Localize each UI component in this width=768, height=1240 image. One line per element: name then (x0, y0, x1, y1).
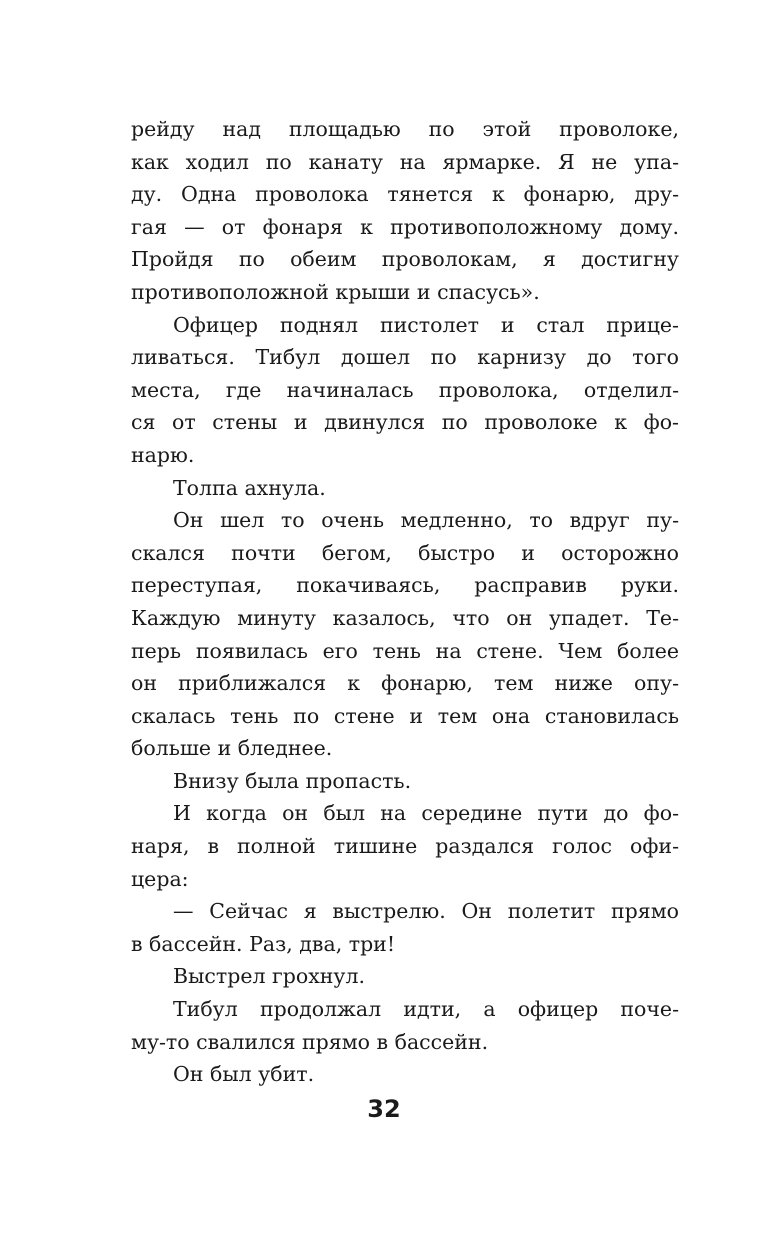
text-line: Толпа ахнула. (173, 475, 326, 500)
text-line: скался почти бегом, быстро и осторожно (131, 540, 679, 565)
text-line: му-то свалился прямо в бассейн. (131, 1029, 489, 1054)
text-line: он приближался к фонарю, тем ниже опу- (131, 671, 679, 696)
text-line: Офицер поднял пистолет и стал прице- (173, 312, 679, 337)
text-line: Выстрел грохнул. (173, 964, 366, 989)
text-line: Тибул продолжал идти, а офицер поче- (173, 997, 679, 1022)
text-line: Внизу была пропасть. (173, 768, 412, 793)
text-line: нарю. (131, 442, 195, 467)
text-line: скалась тень по стене и тем она становилась (131, 703, 679, 728)
text-line: И когда он был на середине пути до фо- (173, 801, 679, 826)
text-line: рейду над площадью по этой проволоке, (131, 117, 679, 141)
page-body-text (131, 113, 679, 1091)
text-line: противоположной крыши и спасусь». (131, 279, 540, 304)
text-line: — Сейчас я выстрелю. Он полетит прямо (173, 899, 679, 924)
text-line: Он был убит. (173, 1062, 315, 1087)
text-line: переступая, покачиваясь, расправив руки. (131, 573, 679, 598)
text-line: места, где начиналась проволока, отделил- (131, 377, 679, 402)
text-line: Пройдя по обеим проволокам, я достигну (131, 247, 679, 272)
text-line: перь появилась его тень на стене. Чем более (131, 638, 679, 663)
text-line: гая — от фонаря к противоположному дому. (131, 214, 679, 239)
text-line: цера: (131, 866, 189, 891)
text-line: ду. Одна проволока тянется к фонарю, дру- (131, 182, 679, 207)
text-line: в бассейн. Раз, два, три! (131, 931, 396, 956)
text-line: Он шел то очень медленно, то вдруг пу- (173, 508, 679, 533)
text-line: ливаться. Тибул дошел по карнизу до того (131, 345, 679, 370)
text-line: наря, в полной тишине раздался голос офи- (131, 834, 679, 859)
text-line: ся от стены и двинулся по проволоке к фо- (131, 410, 679, 435)
text-line: Каждую минуту казалось, что он упадет. Те- (131, 605, 679, 630)
page-number: 32 (367, 1095, 401, 1123)
text-line: больше и бледнее. (131, 736, 333, 761)
text-line: как ходил по канату на ярмарке. Я не упа- (131, 149, 679, 174)
